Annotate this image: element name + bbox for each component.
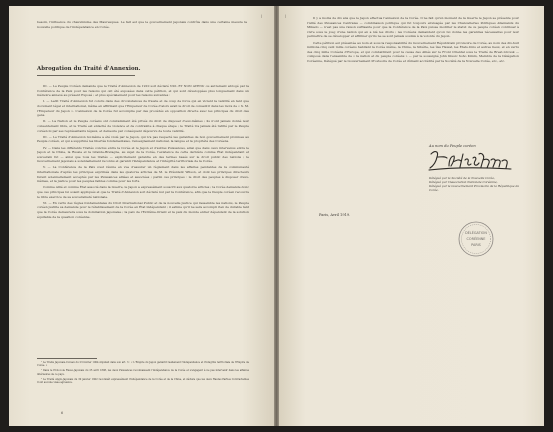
delegation-stamp: [457, 220, 495, 258]
section-heading: Abrogation du Traité d'Annexion.: [37, 66, 141, 72]
place-date: Paris, Avril 1919.: [319, 213, 351, 217]
body-paragraph: I. — Ledit Traité d'Annexion fut conclu dans des circonstances de fraude et de coup de force qui en vicient la validité en tant que document légal et international, même en affirmant que l'Empereur de Corée d'alors avait le droit de consentir dans les mots de « S. M. l'Empereur du Japon ». L'annexion de la Corée fut accomplie par des procédés en opposition directe avec les principes du droit des gens.: [37, 99, 249, 118]
body-paragraph: IV. — Dans les différents Traités conclus entre la Corée et le Japon et d'autres Puissances, ainsi que dans ceux intervenus entre le Japon et la Chine, la Russie et la Grande-Bretagne, au sujet de la Corée, l'existence de cette dernière comme État indépendant et souverain fut — ainsi que tous les traités — explicitement garantie en des termes basés sur le droit public des nations ; le Gouvernement japonais a solennellement reconnu et garanti l'indépendance et l'intégrité territoriale de la Corée.: [37, 145, 249, 164]
body-paragraph: VI. — En vertu des règles fondamentales du Droit International Public et de la nouvelle justice qui rassemble les nations, le Peuple coréen justifie sa demande pour le rétablissement de la Corée en État indépendant ; il estime qu'il ne sera accompli rien de durable tant que la Corée demeurera sous la domination japonaise ; la paix de l'Extrême-Orient et la paix du monde entier dépendent de la solution équitable de la question coréenne.: [37, 200, 249, 219]
stamp-line-1: DÉLÉGATION: [465, 231, 487, 235]
signer-description-line: Délégué par la Société de la Nouvelle Corée,: [429, 176, 495, 180]
footnotes: [37, 361, 249, 401]
footnote: ¹ Le Traité Japonais-Coréen du 23 février 1904 stipulait dans son art. 3 : « L'Empire du Japon garantit réellement l'indépendance et l'intégrité territoriale de l'Empire de Corée. »: [37, 361, 249, 368]
book-spread: [9, 6, 544, 426]
intro-text: besoin, l'influence du chauvinisme des Mauresques. Le fait est que le gouvernement japonais contrôle dans une certaine mesure la nouvelle politique de l'indépendance en Corée.: [37, 20, 247, 29]
body-paragraph: III. — Le Traité d'Annexion lui-même a été violé par le Japon, qui n'a pas respecté les garanties de bon gouvernement promises au Peuple coréen, et qui a supprimé les libertés fondamentales, l'enseignement national, la langue et la propriété des Coréens.: [37, 134, 249, 144]
body-paragraph: Comme Allié et comme État associé dans la Guerre, le Japon a expressément souscrit aux quatorze articles ; la Corée demande donc que ces principes lui soient appliqués et que le Traité d'Annexion soit déclaré nul par la Conférence, afin que le Peuple coréen recouvre le libre exercice de sa souveraineté nationale.: [37, 185, 249, 199]
footnote: ² Dans le Protocole Russo-Japonais du 25 avril 1898, les deux Puissances reconnaissent l'indépendance de la Corée et s'engagent à ne pas intervenir dans les affaires intérieures de ce pays.: [37, 369, 249, 376]
body-paragraph: Il y a moins de dix ans que le Japon effectua l'annexion de la Corée. Il ne fait qu'un moment de la Guerre le Japon se présente pour l'Allié des Puissances Centrales — combinaison politique qui fut toujours envisagée par les Chancelleries Politiques Allemands du Mikado — n'est pas une raison suffisante pour que la Conférence de la Paix puisse modifier le statut de ce peuple coréen continuer à vivre sous le joug d'une nation qui en a nié les droits ; les Coréens demandent qu'on lui donne les garanties nécessaires pour leur permettre de se développer et affirmer qu'ils ne se sont jamais soumis à la volonté du Japon.: [307, 16, 519, 39]
signature-label: Au nom du Peuple coréen: [429, 144, 476, 148]
corner-marker: |: [261, 14, 263, 18]
signer-descriptions: [429, 176, 529, 192]
signature-name-text: J. Kiusic Kimm: [427, 148, 435, 149]
page-number: 6: [61, 411, 64, 415]
heading-underline: [37, 75, 135, 76]
body-paragraph: Cette pétition est présentée au nom et sous la responsabilité du Gouvernement Républicain provisoire de Corée, au nom des dix-huit millions-cinq cent mille coréens habitant la Corée même, la Chine, la Sibérie, les îles Hawaï, les États-Unis et autres lieux, et en vertu des cinq mille Coréens d'Europe, et qui combattirent pour la cause des Alliés sur le Front Oriental sous le Traité de Brest-Litovsk — composé dans l'ensemble de « la nation et du peuple coréens » — par le soussigné John Kiusic Soho Kimm, Membre de la Délégation Coréenne, Délégué par le Gouvernement Provisoire de Corée et dûment accrédité par la Société de la Nouvelle Corée, etc., etc.: [307, 40, 519, 63]
intro-paragraph: [37, 20, 247, 31]
footnote: ³ Le Traité Anglo-Japonais du 30 janvier 1902 reconnaît expressément l'indépendance de la Corée et de la Chine, et déclare que les deux Hautes Parties Contractantes n'ont aucune visée agressive.: [37, 377, 249, 385]
footnote-divider: [37, 358, 97, 359]
stamp-line-2: CORÉENNE: [466, 237, 486, 241]
stamp-line-3: PARIS: [471, 243, 481, 247]
body-paragraph: III. — Le Peuple Coréen demande que le Traité d'Annexion de 1910 soit déclaré NUL ET NON AVENU ou autrement abrogé par la Conférence de la Paix pour les raisons qui ont été exposées dans cette pétition, et qui sont développées plus longuement dans un mémoire annexé au présent Exposé ; et plus spécialement pour les raisons suivantes :: [37, 84, 249, 98]
body-paragraph: V. — La Conférence de la Paix s'est réunie en vue d'assurer un règlement dans les affaires pendantes de la communauté internationale d'après les principes exprimés dans les quatorze articles de M. le Président Wilson, et dont les principes directeurs furent solennellement acceptés par les Puissances alliées et associées ; parmi ces principes : le droit des peuples à disposer d'eux-mêmes, et la justice pour les peuples faibles comme pour les forts.: [37, 165, 249, 184]
left-body-text: [37, 84, 249, 354]
signer-description-line: Délégué par l'Association Nationale Coréenne,: [429, 180, 498, 184]
corner-marker-right: |: [285, 14, 287, 18]
signer-description-line: Délégué par le Gouvernement Provisoire de la République de Corée.: [429, 184, 520, 192]
right-page: [279, 6, 544, 426]
body-paragraph: II. — La Nation et le Peuple coréens ont constamment été privés du droit de disposer d'eux-mêmes ; ils n'ont jamais donné leur consentement libre, et le Traité est entaché de violence et de contrainte à chaque étape ; le Traité n'a jamais été ratifié par le Peuple coréen ni par ses représentants légaux, et demeure par conséquent dépourvu de toute validité.: [37, 119, 249, 133]
right-body-text: [307, 16, 519, 146]
left-page: [9, 6, 274, 426]
handwritten-signature: [427, 148, 515, 174]
